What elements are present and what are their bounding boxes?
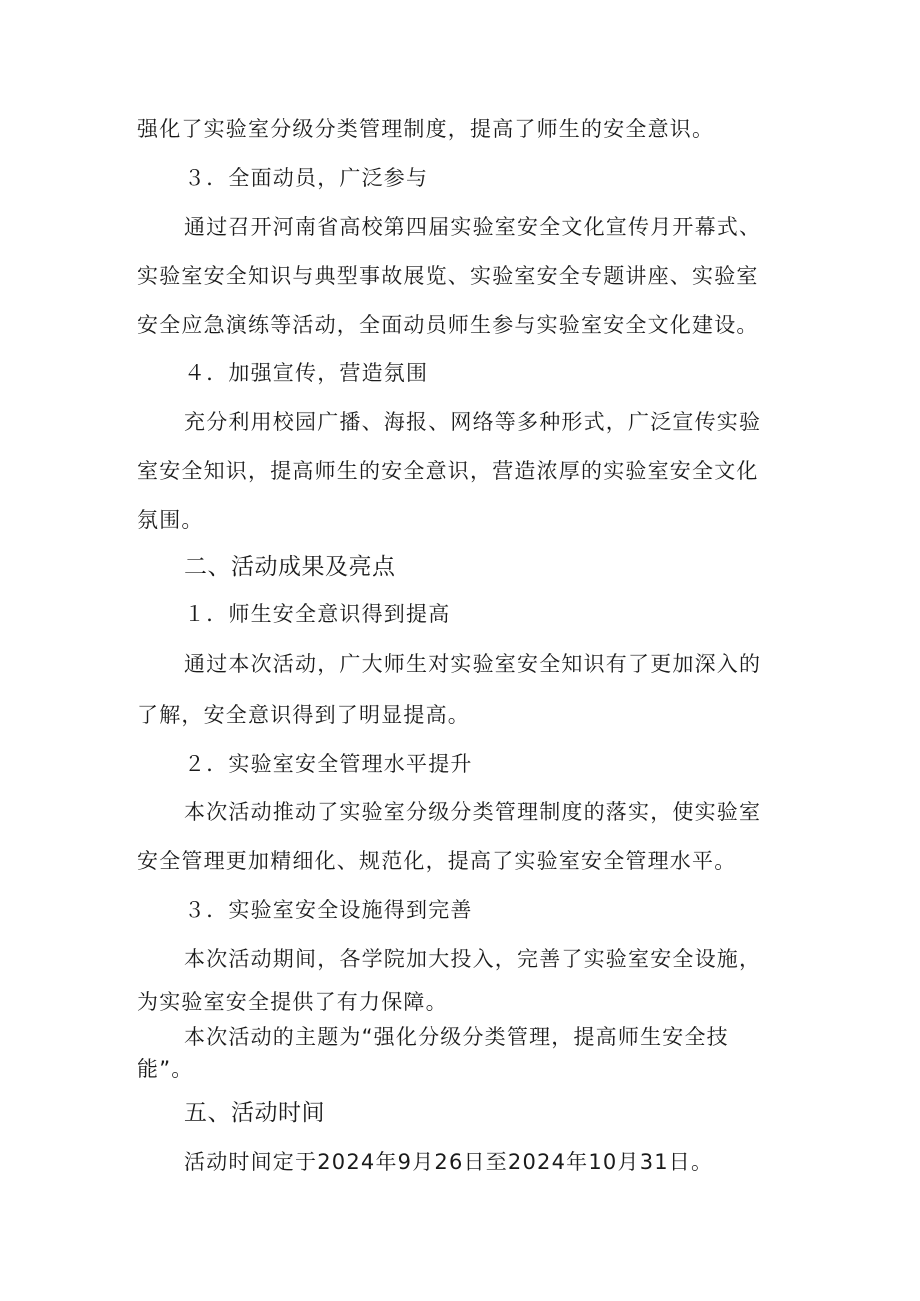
section-subheading: ３．实验室安全设施得到完善 xyxy=(184,898,473,922)
body-text-line: 通过本次活动，广大师生对实验室安全知识有了更加深入的 xyxy=(184,652,762,676)
body-text-line: 能”。 xyxy=(137,1057,194,1081)
body-text-line: 氛围。 xyxy=(137,508,204,532)
body-text-line: 强化了实验室分级分类管理制度，提高了师生的安全意识。 xyxy=(137,117,715,141)
body-text-line: 安全应急演练等活动，全面动员师生参与实验室安全文化建设。 xyxy=(137,313,759,337)
section-subheading: ２．实验室安全管理水平提升 xyxy=(184,752,473,776)
body-text-line: 实验室安全知识与典型事故展览、实验室安全专题讲座、实验室 xyxy=(137,264,759,288)
body-text-line: 本次活动期间，各学院加大投入，完善了实验室安全设施， xyxy=(184,947,762,971)
body-text-line: 安全管理更加精细化、规范化，提高了实验室安全管理水平。 xyxy=(137,849,737,873)
body-text-line: 本次活动的主题为“强化分级分类管理，提高师生安全技 xyxy=(184,1025,729,1049)
body-text-line: 活动时间定于2024年9月26日至2024年10月31日。 xyxy=(184,1150,714,1174)
body-text-line: 了解，安全意识得到了明显提高。 xyxy=(137,703,470,727)
section-heading: 五、活动时间 xyxy=(184,1100,325,1126)
body-text-line: 室安全知识，提高师生的安全意识，营造浓厚的实验室安全文化 xyxy=(137,459,759,483)
body-text-line: 通过召开河南省高校第四届实验室安全文化宣传月开幕式、 xyxy=(184,215,762,239)
body-text-line: 为实验室安全提供了有力保障。 xyxy=(137,990,448,1014)
section-subheading: ３．全面动员，广泛参与 xyxy=(184,166,429,190)
section-subheading: ４．加强宣传，营造氛围 xyxy=(184,361,429,385)
body-text-line: 本次活动推动了实验室分级分类管理制度的落实，使实验室 xyxy=(184,800,762,824)
section-subheading: １．师生安全意识得到提高 xyxy=(184,602,451,626)
section-heading: 二、活动成果及亮点 xyxy=(184,554,396,580)
body-text-line: 充分利用校园广播、海报、网络等多种形式，广泛宣传实验 xyxy=(184,410,762,434)
